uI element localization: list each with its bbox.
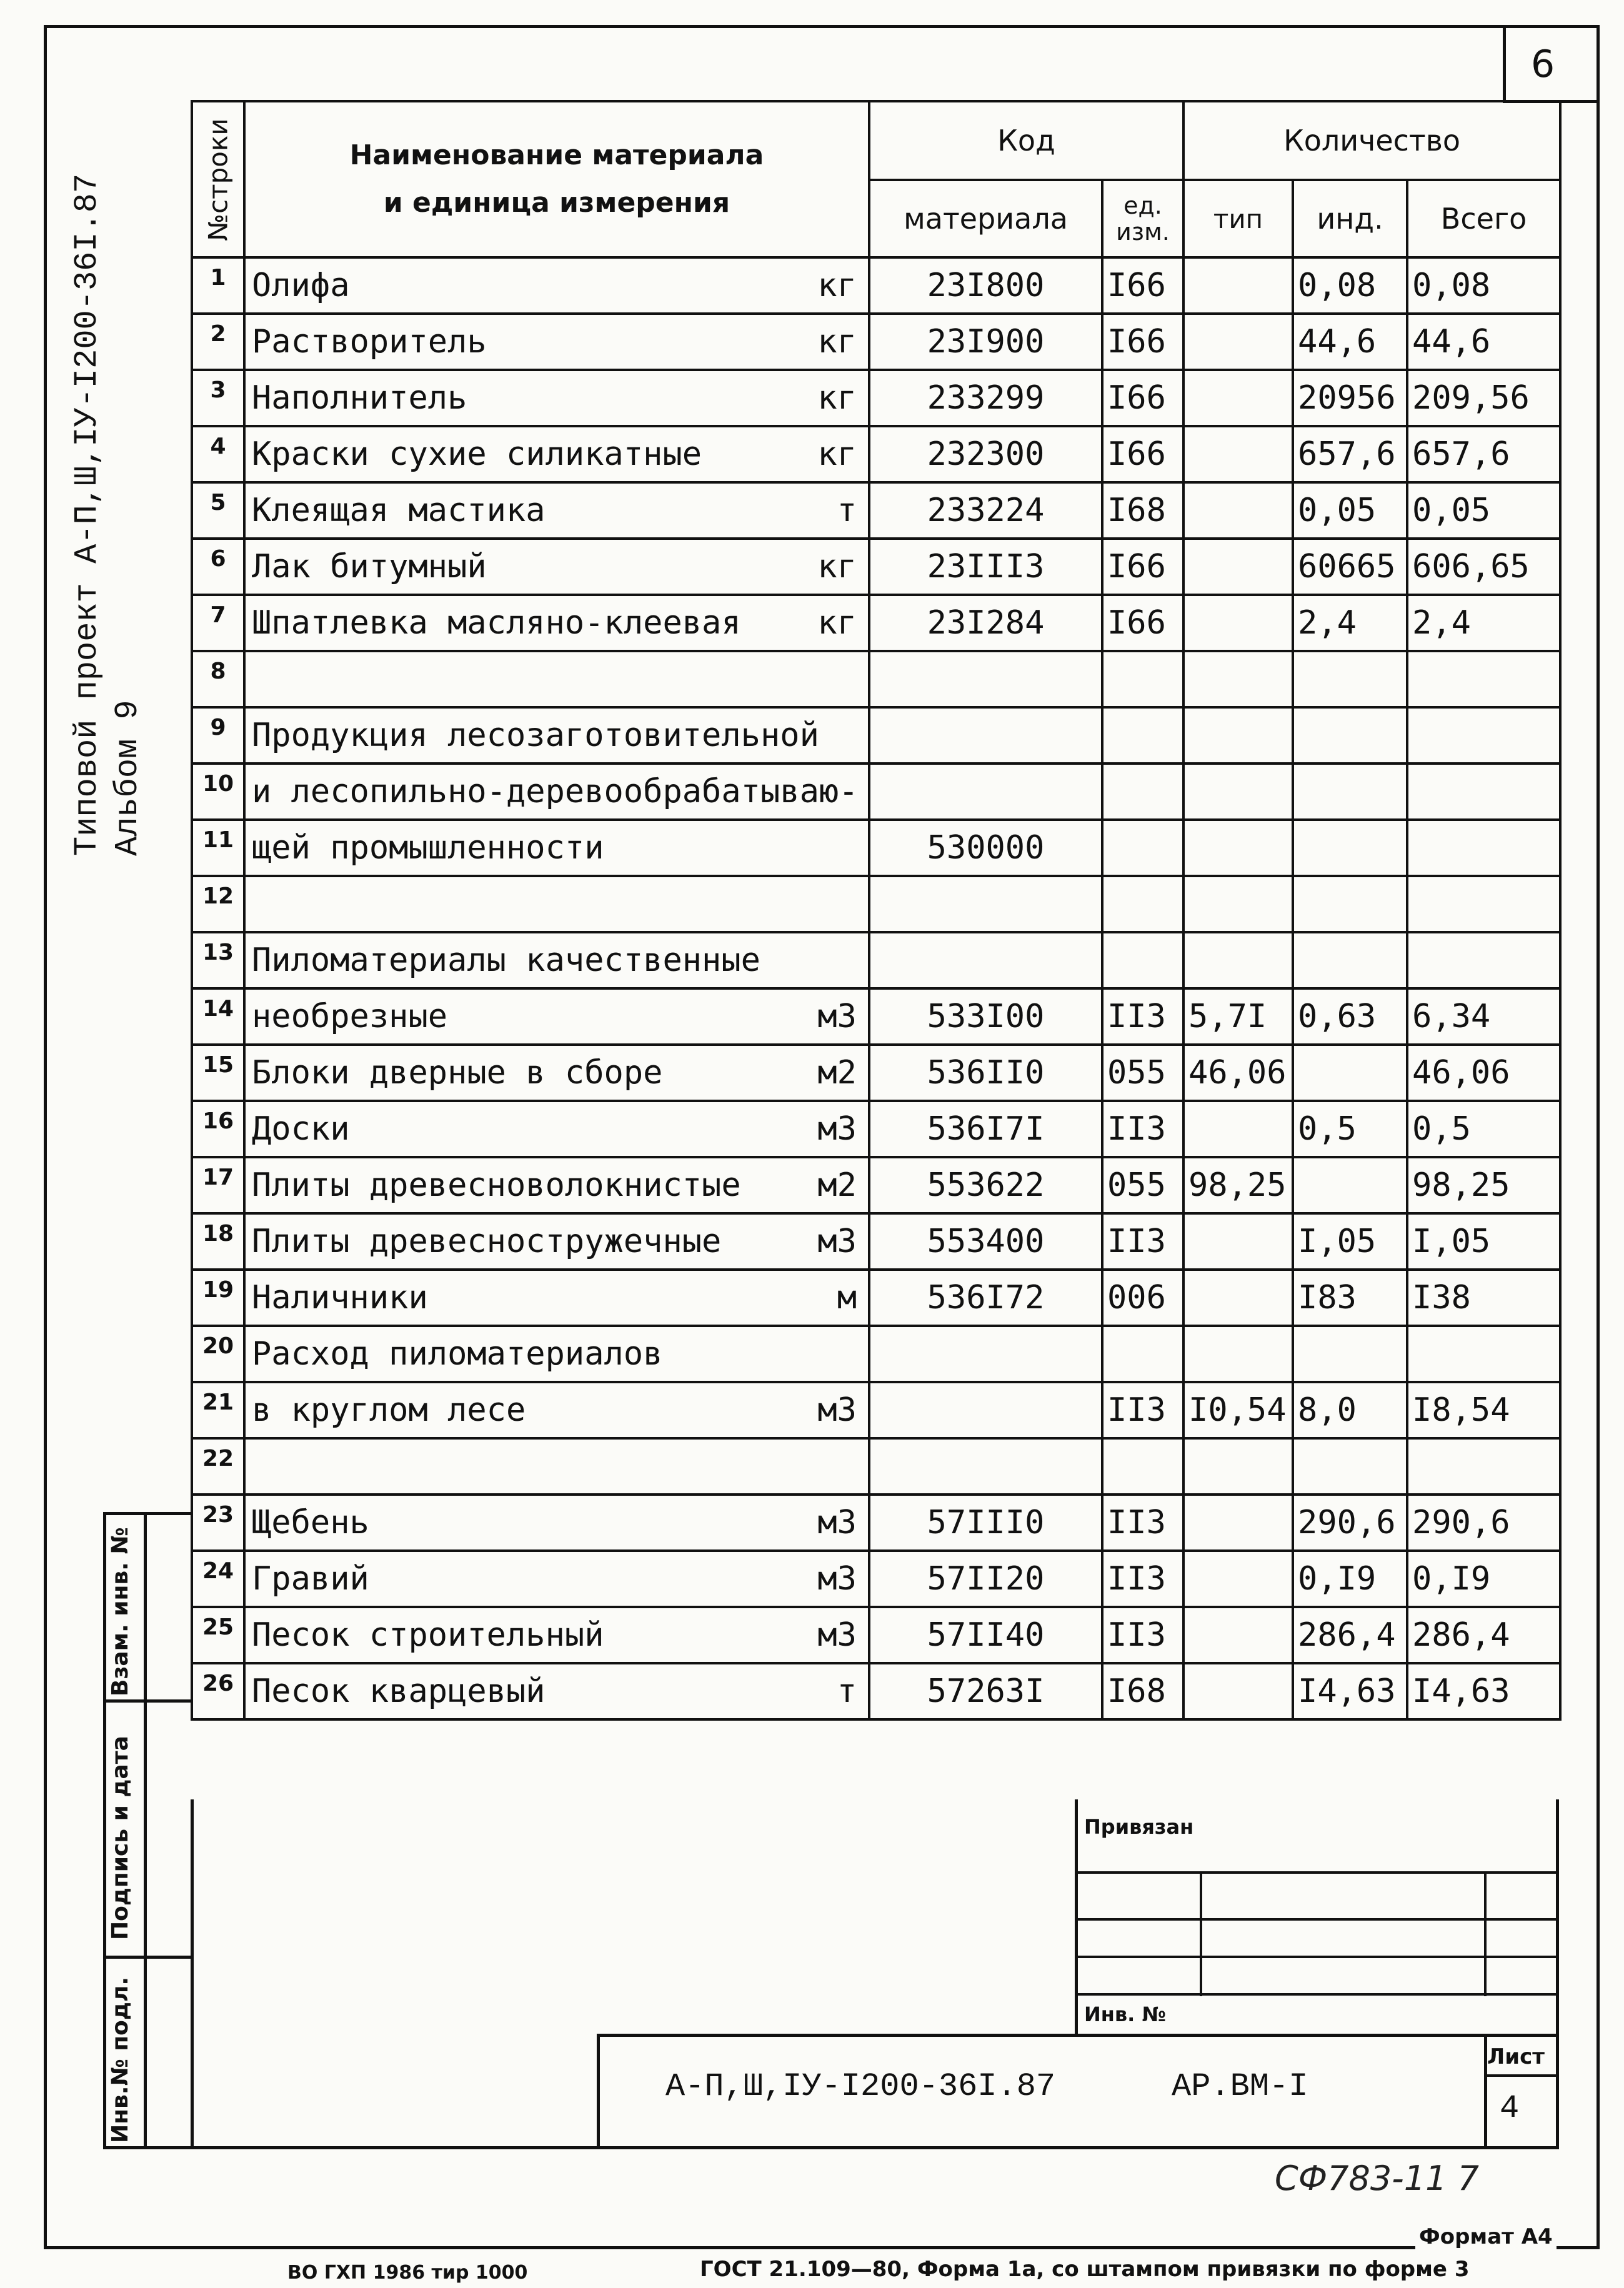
qty-total: 657,6 <box>1407 426 1560 482</box>
qty-ind <box>1293 932 1407 988</box>
table-row <box>192 932 1560 988</box>
row-number: 24 <box>192 1551 244 1607</box>
header-type: тип <box>1183 180 1293 257</box>
material-name: Расход пиломатериалов <box>252 1335 663 1373</box>
unit-code: 055 <box>1102 1157 1183 1213</box>
material-code: 553622 <box>869 1157 1102 1213</box>
header-quantity: Количество <box>1183 101 1560 180</box>
material-code: 23I900 <box>869 314 1102 370</box>
material-name: Наполнитель <box>252 379 467 417</box>
material-unit: кг <box>817 379 857 417</box>
material-name: Продукция лесозаготовительной <box>252 717 819 754</box>
sheet-label: Лист <box>1487 2044 1545 2069</box>
row-number: 14 <box>192 988 244 1045</box>
row-number: 3 <box>192 370 244 426</box>
material-code: 23I284 <box>869 595 1102 651</box>
row-name-cell <box>244 314 869 370</box>
row-number: 8 <box>192 651 244 707</box>
row-number: 4 <box>192 426 244 482</box>
header-total: Всего <box>1407 180 1560 257</box>
material-unit: м3 <box>817 1223 857 1260</box>
qty-ind: I,05 <box>1293 1213 1407 1270</box>
qty-total <box>1407 820 1560 876</box>
material-name: и лесопильно-деревообрабатываю- <box>252 773 859 810</box>
handwritten-note: СФ783-11 7 <box>1275 2159 1479 2198</box>
titleblock-top <box>597 2034 1559 2037</box>
qty-total <box>1407 707 1560 763</box>
side-stamp-div-1 <box>103 1699 191 1703</box>
row-number: 23 <box>192 1495 244 1551</box>
qty-total: 0,I9 <box>1407 1551 1560 1607</box>
unit-code: I68 <box>1102 482 1183 539</box>
table-row <box>192 1551 1560 1607</box>
unit-code: II3 <box>1102 988 1183 1045</box>
table-row <box>192 1213 1560 1270</box>
material-unit: т <box>837 1673 857 1710</box>
row-number: 9 <box>192 707 244 763</box>
row-number: 21 <box>192 1382 244 1438</box>
row-name-cell <box>244 1382 869 1438</box>
row-name-cell <box>244 1326 869 1382</box>
material-unit: т <box>837 492 857 529</box>
material-unit: кг <box>817 435 857 473</box>
material-name: Блоки дверные в сборе <box>252 1054 663 1092</box>
unit-code: 006 <box>1102 1270 1183 1326</box>
qty-ind: 8,0 <box>1293 1382 1407 1438</box>
table-row <box>192 426 1560 482</box>
side-stamp-div-2 <box>103 1956 191 1959</box>
qty-total: 98,25 <box>1407 1157 1560 1213</box>
table-row <box>192 595 1560 651</box>
row-name-cell <box>244 876 869 932</box>
material-unit: м <box>837 1279 857 1316</box>
page-number: 6 <box>1531 42 1555 86</box>
table-row <box>192 1157 1560 1213</box>
qty-total: 286,4 <box>1407 1607 1560 1663</box>
row-name-cell <box>244 651 869 707</box>
table-row <box>192 257 1560 314</box>
material-unit: м2 <box>817 1166 857 1204</box>
row-name-cell <box>244 595 869 651</box>
material-unit: м2 <box>817 1054 857 1092</box>
unit-code: I66 <box>1102 539 1183 595</box>
table-row <box>192 1382 1560 1438</box>
table-row <box>192 370 1560 426</box>
qty-type <box>1183 1270 1293 1326</box>
side-stamp-bottom <box>103 2146 191 2149</box>
row-number: 19 <box>192 1270 244 1326</box>
table-row <box>192 1326 1560 1382</box>
qty-ind: 290,6 <box>1293 1495 1407 1551</box>
unit-code: II3 <box>1102 1607 1183 1663</box>
unit-code <box>1102 1438 1183 1495</box>
unit-code <box>1102 707 1183 763</box>
material-name: Песок строительный <box>252 1616 604 1654</box>
inv-no-label: Инв. № <box>1084 2002 1166 2026</box>
table-row <box>192 988 1560 1045</box>
table-row <box>192 1663 1560 1719</box>
row-number: 26 <box>192 1663 244 1719</box>
table-row <box>192 1495 1560 1551</box>
table-row <box>192 482 1560 539</box>
unit-code <box>1102 1326 1183 1382</box>
material-unit: м3 <box>817 1504 857 1541</box>
material-name: Пиломатериалы качественные <box>252 942 760 979</box>
material-code: 233299 <box>869 370 1102 426</box>
material-code <box>869 707 1102 763</box>
qty-total: 0,08 <box>1407 257 1560 314</box>
material-code <box>869 763 1102 820</box>
qty-type <box>1183 763 1293 820</box>
qty-ind <box>1293 707 1407 763</box>
unit-code: 055 <box>1102 1045 1183 1101</box>
header-row-no: №строки <box>192 101 244 257</box>
material-name: Растворитель <box>252 323 487 361</box>
qty-total <box>1407 1438 1560 1495</box>
qty-type <box>1183 539 1293 595</box>
stamp-left-rule <box>191 1799 194 2149</box>
material-code <box>869 1438 1102 1495</box>
footer-left: ВО ГХП 1986 тир 1000 <box>287 2262 528 2284</box>
qty-ind: 0,I9 <box>1293 1551 1407 1607</box>
stamp-right-rule <box>1556 1799 1559 2149</box>
table-row <box>192 539 1560 595</box>
row-number: 6 <box>192 539 244 595</box>
qty-ind: 20956 <box>1293 370 1407 426</box>
row-name-cell <box>244 482 869 539</box>
qty-total <box>1407 763 1560 820</box>
table-row <box>192 1101 1560 1157</box>
row-name-cell <box>244 1607 869 1663</box>
table-row <box>192 1270 1560 1326</box>
qty-ind: 286,4 <box>1293 1607 1407 1663</box>
titleblock-left <box>597 2034 600 2149</box>
stamp-bottom-rule <box>191 2146 1559 2149</box>
qty-ind: 0,5 <box>1293 1101 1407 1157</box>
row-number: 17 <box>192 1157 244 1213</box>
qty-type: I0,54 <box>1183 1382 1293 1438</box>
material-unit: м3 <box>817 1110 857 1148</box>
unit-code: II3 <box>1102 1101 1183 1157</box>
side-stamp-top <box>103 1512 191 1515</box>
material-code <box>869 1382 1102 1438</box>
privyazan-label: Привязан <box>1084 1815 1194 1839</box>
qty-type: 5,7I <box>1183 988 1293 1045</box>
privyazan-col-1 <box>1200 1871 1202 1996</box>
material-name: Олифа <box>252 267 350 304</box>
material-unit: м3 <box>817 1616 857 1654</box>
qty-type <box>1183 370 1293 426</box>
row-number: 12 <box>192 876 244 932</box>
unit-code: II3 <box>1102 1495 1183 1551</box>
side-stamp-podpis: Подпись и дата <box>107 1736 133 1940</box>
table-row <box>192 1438 1560 1495</box>
unit-code <box>1102 932 1183 988</box>
row-name-cell <box>244 932 869 988</box>
sheet-box-mid <box>1484 2074 1559 2077</box>
material-name: Плиты древесноволокнистые <box>252 1166 741 1204</box>
footer-right: ГОСТ 21.109—80, Форма 1а, со штампом привязки по форме 3 <box>700 2257 1470 2282</box>
material-name: Плиты древесностружечные <box>252 1223 722 1260</box>
doc-code: А-П,Ш,IУ-I200-36I.87 <box>665 2068 1056 2105</box>
qty-total: 209,56 <box>1407 370 1560 426</box>
row-name-cell <box>244 1551 869 1607</box>
material-code: 530000 <box>869 820 1102 876</box>
table-row <box>192 707 1560 763</box>
unit-code <box>1102 651 1183 707</box>
row-name-cell <box>244 1663 869 1719</box>
material-name: в круглом лесе <box>252 1391 526 1429</box>
unit-code: II3 <box>1102 1382 1183 1438</box>
material-code: 57263I <box>869 1663 1102 1719</box>
row-name-cell <box>244 988 869 1045</box>
table-row <box>192 1607 1560 1663</box>
row-number: 5 <box>192 482 244 539</box>
qty-ind: 0,05 <box>1293 482 1407 539</box>
qty-type <box>1183 1495 1293 1551</box>
qty-total: I38 <box>1407 1270 1560 1326</box>
row-name-cell <box>244 1045 869 1101</box>
qty-ind <box>1293 763 1407 820</box>
qty-type <box>1183 1438 1293 1495</box>
unit-code <box>1102 763 1183 820</box>
material-code: 57II20 <box>869 1551 1102 1607</box>
material-unit: кг <box>817 267 857 304</box>
row-number: 15 <box>192 1045 244 1101</box>
material-unit: м3 <box>817 1391 857 1429</box>
row-name-cell <box>244 1101 869 1157</box>
material-unit: кг <box>817 323 857 361</box>
unit-code <box>1102 876 1183 932</box>
unit-code: I66 <box>1102 595 1183 651</box>
qty-total: 0,5 <box>1407 1101 1560 1157</box>
header-unit-code: ед. изм. <box>1102 180 1183 257</box>
material-unit: м3 <box>817 998 857 1035</box>
qty-type <box>1183 482 1293 539</box>
row-number: 7 <box>192 595 244 651</box>
qty-type <box>1183 314 1293 370</box>
material-code <box>869 1326 1102 1382</box>
row-name-cell <box>244 1495 869 1551</box>
qty-type <box>1183 1551 1293 1607</box>
unit-code: I66 <box>1102 314 1183 370</box>
side-title-line2: Альбом 9 <box>109 700 146 856</box>
material-code: 57II40 <box>869 1607 1102 1663</box>
row-number: 13 <box>192 932 244 988</box>
material-code <box>869 876 1102 932</box>
qty-total: I4,63 <box>1407 1663 1560 1719</box>
qty-ind <box>1293 876 1407 932</box>
qty-type <box>1183 1213 1293 1270</box>
material-name: Наличники <box>252 1279 428 1316</box>
material-name: Шпатлевка масляно-клеевая <box>252 604 741 642</box>
row-number: 1 <box>192 257 244 314</box>
qty-type <box>1183 876 1293 932</box>
qty-total: 2,4 <box>1407 595 1560 651</box>
qty-ind: I83 <box>1293 1270 1407 1326</box>
material-code: 536II0 <box>869 1045 1102 1101</box>
side-title-line1: Типовой проект А-П,Ш,IУ-I200-36I.87 <box>69 173 106 856</box>
qty-total: 46,06 <box>1407 1045 1560 1101</box>
table-row <box>192 651 1560 707</box>
row-name-cell <box>244 426 869 482</box>
qty-total <box>1407 932 1560 988</box>
row-number: 11 <box>192 820 244 876</box>
unit-code: I66 <box>1102 426 1183 482</box>
privyazan-col-2 <box>1484 1871 1487 1996</box>
sheet-number: 4 <box>1500 2090 1520 2127</box>
side-stamp-inv-podl: Инв.№ подл. <box>107 1976 133 2143</box>
header-code: Код <box>869 101 1183 180</box>
qty-type <box>1183 595 1293 651</box>
materials-table <box>191 100 1562 1721</box>
table-row <box>192 876 1560 932</box>
material-code: 536I72 <box>869 1270 1102 1326</box>
qty-ind <box>1293 1326 1407 1382</box>
material-unit: кг <box>817 548 857 585</box>
qty-type <box>1183 1326 1293 1382</box>
table-row <box>192 763 1560 820</box>
material-code <box>869 932 1102 988</box>
row-number: 25 <box>192 1607 244 1663</box>
header-name: Наименование материала и единица измерения <box>244 101 869 257</box>
qty-total: I,05 <box>1407 1213 1560 1270</box>
qty-ind <box>1293 820 1407 876</box>
qty-type: 98,25 <box>1183 1157 1293 1213</box>
qty-type: 46,06 <box>1183 1045 1293 1101</box>
qty-ind <box>1293 1045 1407 1101</box>
material-code: 536I7I <box>869 1101 1102 1157</box>
qty-type <box>1183 426 1293 482</box>
qty-total <box>1407 651 1560 707</box>
qty-total <box>1407 1326 1560 1382</box>
qty-total <box>1407 876 1560 932</box>
unit-code: I68 <box>1102 1663 1183 1719</box>
row-number: 10 <box>192 763 244 820</box>
material-code: 233224 <box>869 482 1102 539</box>
row-name-cell <box>244 539 869 595</box>
material-name: Клеящая мастика <box>252 492 545 529</box>
row-name-cell <box>244 1270 869 1326</box>
row-number: 18 <box>192 1213 244 1270</box>
qty-ind: 657,6 <box>1293 426 1407 482</box>
table-row <box>192 314 1560 370</box>
qty-total: 6,34 <box>1407 988 1560 1045</box>
material-code: 57III0 <box>869 1495 1102 1551</box>
row-number: 2 <box>192 314 244 370</box>
unit-code: II3 <box>1102 1551 1183 1607</box>
material-name: Доски <box>252 1110 350 1148</box>
material-code <box>869 651 1102 707</box>
table-row <box>192 1045 1560 1101</box>
qty-type <box>1183 707 1293 763</box>
format-label: Формат А4 <box>1415 2224 1557 2249</box>
qty-total: I8,54 <box>1407 1382 1560 1438</box>
row-number: 22 <box>192 1438 244 1495</box>
qty-ind <box>1293 1157 1407 1213</box>
row-name-cell <box>244 1157 869 1213</box>
qty-type <box>1183 820 1293 876</box>
qty-total: 606,65 <box>1407 539 1560 595</box>
row-name-cell <box>244 1438 869 1495</box>
side-stamp-outer <box>103 1512 106 2149</box>
qty-ind: 44,6 <box>1293 314 1407 370</box>
qty-total: 290,6 <box>1407 1495 1560 1551</box>
qty-type <box>1183 1607 1293 1663</box>
row-name-cell <box>244 820 869 876</box>
material-code: 23III3 <box>869 539 1102 595</box>
row-name-cell <box>244 257 869 314</box>
qty-ind: 60665 <box>1293 539 1407 595</box>
qty-type <box>1183 932 1293 988</box>
qty-ind: 2,4 <box>1293 595 1407 651</box>
qty-ind: 0,08 <box>1293 257 1407 314</box>
qty-total: 44,6 <box>1407 314 1560 370</box>
row-number: 20 <box>192 1326 244 1382</box>
material-code: 23I800 <box>869 257 1102 314</box>
row-name-cell <box>244 763 869 820</box>
qty-type <box>1183 1101 1293 1157</box>
material-name: необрезные <box>252 998 448 1035</box>
header-ind: инд. <box>1293 180 1407 257</box>
unit-code: I66 <box>1102 257 1183 314</box>
material-name: Краски сухие силикатные <box>252 435 702 473</box>
doc-mark: АР.ВМ-I <box>1172 2068 1308 2105</box>
side-stamp-inner <box>144 1512 147 2149</box>
unit-code: II3 <box>1102 1213 1183 1270</box>
material-name: Песок кварцевый <box>252 1673 545 1710</box>
unit-code <box>1102 820 1183 876</box>
material-unit: кг <box>817 604 857 642</box>
unit-code: I66 <box>1102 370 1183 426</box>
material-code: 533I00 <box>869 988 1102 1045</box>
qty-total: 0,05 <box>1407 482 1560 539</box>
qty-ind <box>1293 651 1407 707</box>
row-name-cell <box>244 370 869 426</box>
qty-type <box>1183 651 1293 707</box>
header-material-code: материала <box>869 180 1102 257</box>
qty-type <box>1183 257 1293 314</box>
row-name-cell <box>244 707 869 763</box>
row-name-cell <box>244 1213 869 1270</box>
table-row <box>192 820 1560 876</box>
material-name: Щебень <box>252 1504 369 1541</box>
material-code: 232300 <box>869 426 1102 482</box>
material-name: щей промышленности <box>252 829 604 867</box>
row-number: 16 <box>192 1101 244 1157</box>
material-unit: м3 <box>817 1560 857 1598</box>
material-name: Гравий <box>252 1560 369 1598</box>
qty-ind: I4,63 <box>1293 1663 1407 1719</box>
qty-type <box>1183 1663 1293 1719</box>
material-code: 553400 <box>869 1213 1102 1270</box>
material-name: Лак битумный <box>252 548 487 585</box>
qty-ind <box>1293 1438 1407 1495</box>
qty-ind: 0,63 <box>1293 988 1407 1045</box>
side-stamp-vzam: Взам. инв. № <box>107 1527 133 1696</box>
